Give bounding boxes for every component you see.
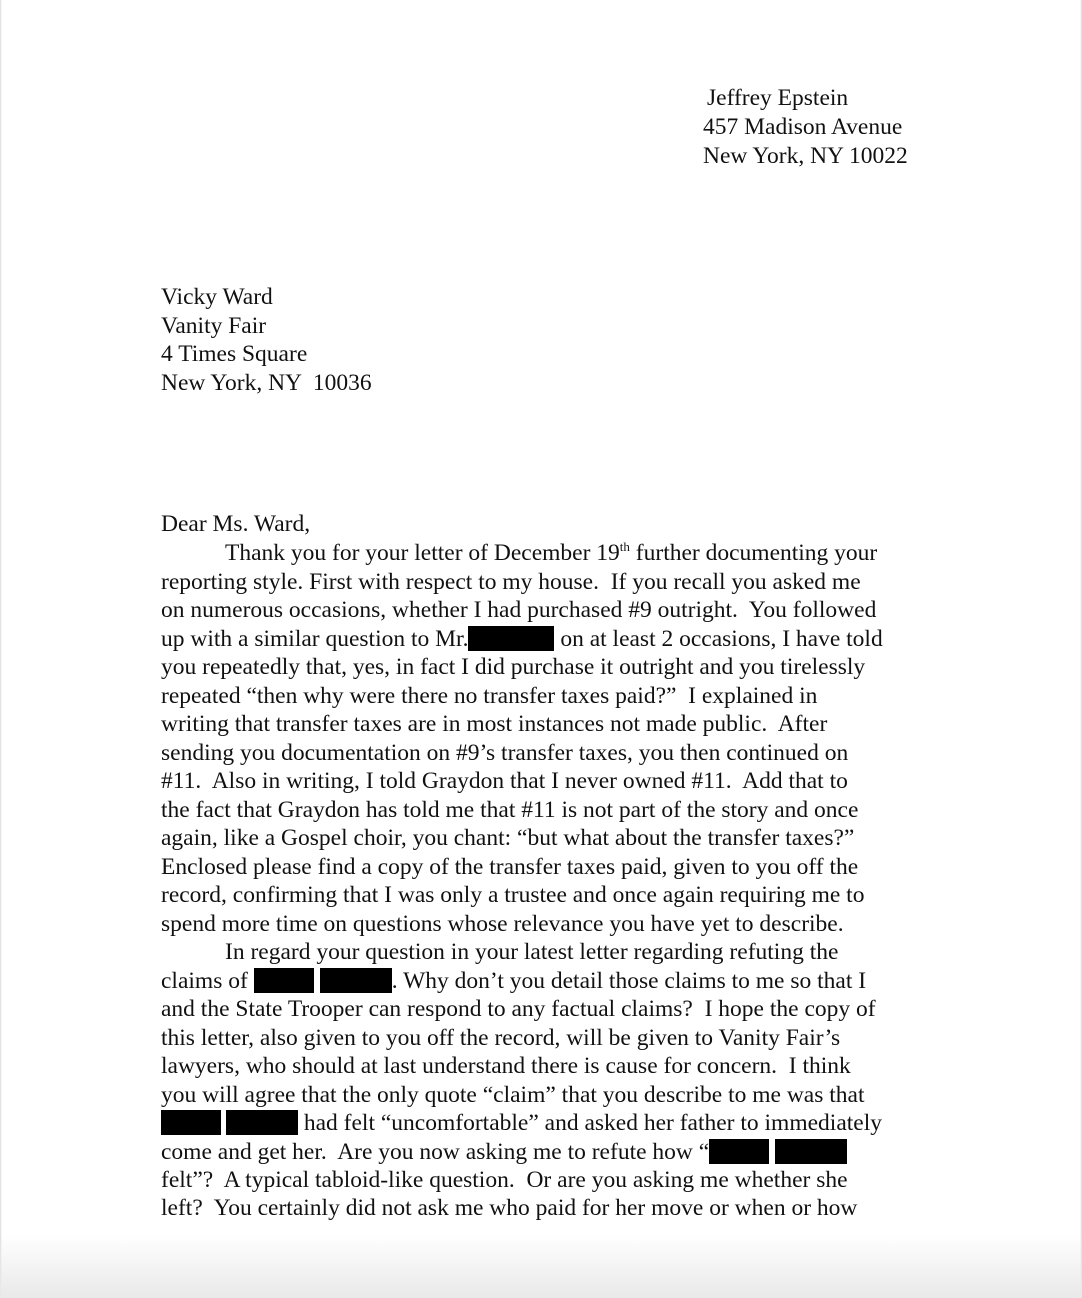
recipient-street: 4 Times Square [161,341,308,367]
body-line: you repeatedly that, yes, in fact I did purchase it outright and you tirelessly [161,654,866,680]
body-line: repeated “then why were there no transfer taxes paid?” I explained in [161,683,818,709]
body-text: further documenting your [629,540,878,566]
sender-name: Jeffrey Epstein [707,85,849,111]
recipient-name: Vicky Ward [161,284,273,310]
recipient-company: Vanity Fair [161,313,267,339]
body-line: lawyers, who should at last understand there is cause for concern. I think [161,1053,851,1079]
body-line: left? You certainly did not ask me who paid for her move or when or how [161,1195,858,1221]
body-line: the fact that Graydon has told me that #11 is not part of the story and once [161,797,859,823]
redaction-block [161,1110,221,1135]
body-text: on at least 2 occasions, I have told [554,626,883,652]
body-text: come and get her. Are you now asking me to refute how “ [161,1139,710,1165]
body-text: claims of [161,968,248,994]
body-line: record, confirming that I was only a trustee and once again requiring me to [161,882,865,908]
redaction-block [320,968,392,993]
redaction-block [226,1110,298,1135]
body-line: reporting style. First with respect to my house. If you recall you asked me [161,569,861,595]
body-text: up with a similar question to Mr. [161,626,469,652]
body-line: again, like a Gospel choir, you chant: “but what about the transfer taxes?” [161,825,855,851]
body-line: felt”? A typical tabloid-like question. Or are you asking me whether she [161,1167,848,1193]
redaction-block [468,626,554,651]
redaction-block [775,1139,847,1164]
body-line: writing that transfer taxes are in most instances not made public. After [161,711,828,737]
body-line [161,1138,847,1166]
page-edge-left [0,0,2,1298]
body-line: on numerous occasions, whether I had purchased #9 outright. You followed [161,597,877,623]
body-text: had felt “uncomfortable” and asked her father to immediately [298,1110,882,1136]
redaction-block [709,1139,769,1164]
body-line: spend more time on questions whose relevance you have yet to describe. [161,911,844,937]
body-text: . Why don’t you detail those claims to me so that I [391,968,867,994]
page-bottom-shadow [0,1234,1082,1298]
ordinal-suffix: th [619,539,630,554]
body-line: #11. Also in writing, I told Graydon that I never owned #11. Add that to [161,768,848,794]
body-line: sending you documentation on #9’s transfer taxes, you then continued on [161,740,849,766]
redaction-block [254,968,314,993]
body-line: and the State Trooper can respond to any factual claims? I hope the copy of [161,996,876,1022]
body-line [161,1109,882,1137]
sender-street: 457 Madison Avenue [703,114,903,140]
body-line [161,625,883,653]
recipient-city: New York, NY 10036 [161,370,372,396]
body-line: you will agree that the only quote “claim” that you describe to me was that [161,1082,865,1108]
body-line [161,967,866,995]
body-line: this letter, also given to you off the record, will be given to Vanity Fair’s [161,1025,841,1051]
body-line [225,539,877,567]
body-text: Thank you for your letter of December 19 [225,540,620,566]
salutation: Dear Ms. Ward, [161,511,311,537]
body-line: Enclosed please find a copy of the transfer taxes paid, given to you off the [161,854,859,880]
sender-city: New York, NY 10022 [703,143,908,169]
body-line: In regard your question in your latest letter regarding refuting the [225,939,839,965]
